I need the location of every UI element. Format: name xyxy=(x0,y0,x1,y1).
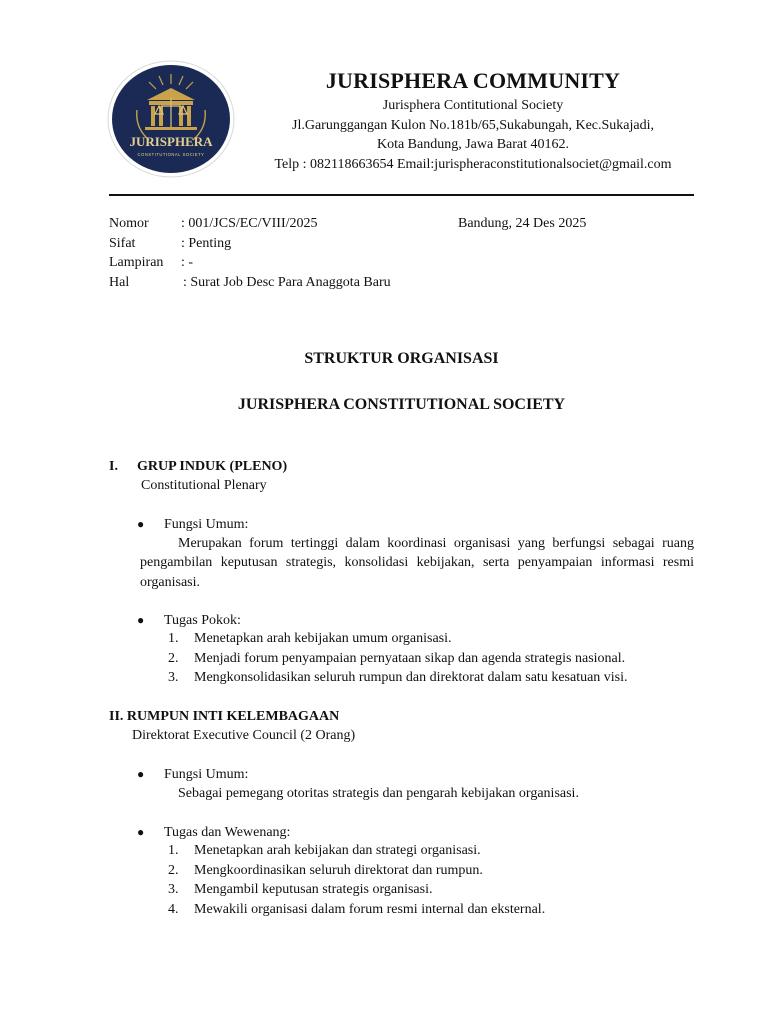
section-number: I. xyxy=(109,459,118,474)
org-contact: Telp : 082118663654 Email:jurispheraconstitutionalsociet@gmail.com xyxy=(274,156,672,172)
bullet-item xyxy=(137,823,290,842)
list-number: 1. xyxy=(168,631,179,646)
list-number: 3. xyxy=(168,882,179,898)
paragraph: Merupakan forum tertinggi dalam koordinasi organisasi yang berfungsi sebagai ruang pengambilan keputusan strategis, konsolidasi kebijakan, serta penyampaian informasi resmi organisasi. xyxy=(140,536,694,590)
meta-label: Hal xyxy=(109,274,130,290)
bullet-label: Tugas Pokok: xyxy=(164,613,241,628)
meta-label: Sifat xyxy=(109,235,136,251)
list-text: Mengkoordinasikan seluruh direktorat dan rumpun. xyxy=(194,862,483,878)
section-title: GRUP INDUK (PLENO) xyxy=(137,459,288,474)
section-1-subtitle: Constitutional Plenary xyxy=(141,478,267,493)
list-number: 3. xyxy=(168,670,179,686)
organization-logo xyxy=(107,60,235,178)
meta-hal xyxy=(109,273,391,293)
numbered-list xyxy=(168,841,545,919)
svg-text:CONSTITUTIONAL SOCIETY: CONSTITUTIONAL SOCIETY xyxy=(137,152,205,157)
svg-text:JURISPHERA: JURISPHERA xyxy=(129,134,213,149)
org-address-2: Kota Bandung, Jawa Barat 40162. xyxy=(376,137,570,152)
meta-value: : - xyxy=(181,255,194,271)
bullet-icon: ● xyxy=(137,517,145,531)
meta-value: : Penting xyxy=(181,235,232,251)
bullet-item xyxy=(137,515,248,534)
list-text: Mengkonsolidasikan seluruh rumpun dan direktorat dalam satu kesatuan visi. xyxy=(194,670,628,686)
section-2-subtitle: Direktorat Executive Council (2 Orang) xyxy=(132,728,356,743)
list-text: Menetapkan arah kebijakan umum organisasi. xyxy=(194,631,452,646)
org-address-1: Jl.Garunggangan Kulon No.181b/65,Sukabungah, Kec.Sukajadi, xyxy=(292,117,654,133)
document-title: STRUKTUR ORGANISASI xyxy=(304,350,499,367)
list-text: Mewakili organisasi dalam forum resmi internal dan eksternal. xyxy=(194,901,546,917)
list-item xyxy=(168,649,628,669)
list-item xyxy=(168,841,545,861)
letterhead-text xyxy=(240,66,706,174)
org-subname: Jurisphera Contitutional Society xyxy=(382,98,564,113)
list-number: 4. xyxy=(168,901,179,917)
numbered-list xyxy=(168,629,628,688)
list-number: 2. xyxy=(168,862,179,878)
list-item xyxy=(168,861,545,881)
section-2-heading: II. RUMPUN INTI KELEMBAGAAN xyxy=(109,709,340,724)
meta-lampiran xyxy=(109,253,391,273)
header-divider xyxy=(109,194,694,196)
list-item xyxy=(168,629,628,649)
meta-value: : 001/JCS/EC/VIII/2025 xyxy=(181,216,318,231)
list-item xyxy=(168,880,545,900)
document-subtitle: JURISPHERA CONSTITUTIONAL SOCIETY xyxy=(237,396,566,413)
bullet-icon: ● xyxy=(137,613,145,627)
list-number: 1. xyxy=(168,843,179,858)
meta-label: Lampiran xyxy=(109,255,164,271)
paragraph: Sebagai pemegang otoritas strategis dan pengarah kebijakan organisasi. xyxy=(178,786,579,801)
section-1-heading xyxy=(109,457,287,476)
letter-date: Bandung, 24 Des 2025 xyxy=(458,216,587,231)
bullet-item xyxy=(137,611,241,630)
letter-meta xyxy=(109,214,391,292)
meta-nomor xyxy=(109,214,391,234)
meta-sifat xyxy=(109,234,391,254)
bullet-item xyxy=(137,765,248,784)
bullet-label: Fungsi Umum: xyxy=(164,767,249,782)
bullet-label: Tugas dan Wewenang: xyxy=(164,825,291,840)
meta-label: Nomor xyxy=(109,216,149,231)
bullet-icon: ● xyxy=(137,825,145,839)
list-text: Menetapkan arah kebijakan dan strategi organisasi. xyxy=(194,843,481,858)
list-text: Menjadi forum penyampaian pernyataan sikap dan agenda strategis nasional. xyxy=(194,650,626,666)
list-text: Mengambil keputusan strategis organisasi. xyxy=(194,882,433,898)
list-number: 2. xyxy=(168,650,179,666)
bullet-icon: ● xyxy=(137,767,145,781)
meta-value: : Surat Job Desc Para Anaggota Baru xyxy=(183,274,391,290)
list-item xyxy=(168,668,628,688)
org-name: JURISPHERA COMMUNITY xyxy=(325,68,621,93)
bullet-label: Fungsi Umum: xyxy=(164,517,249,532)
list-item xyxy=(168,900,545,920)
